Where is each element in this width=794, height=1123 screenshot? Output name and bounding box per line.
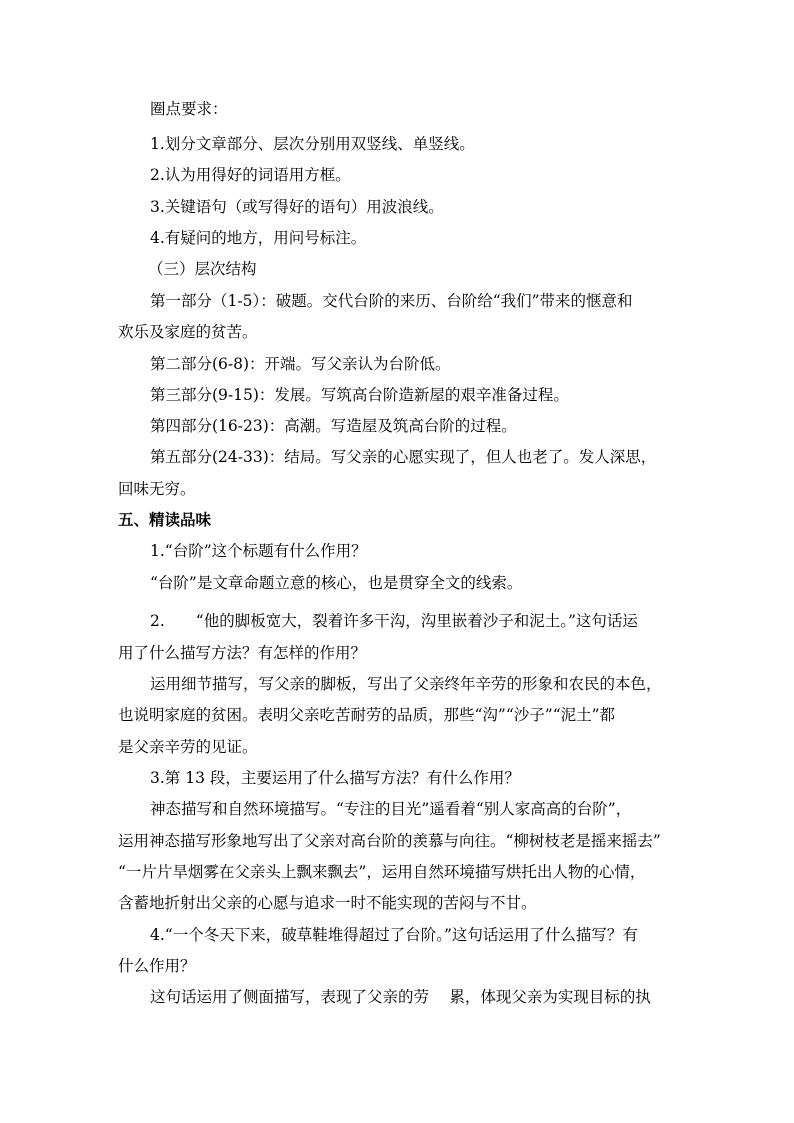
question: 3.第 13 段，主要运用了什么描写方法？有什么作用？ (150, 769, 520, 787)
answer: 这句话运用了侧面描写，表现了父亲的劳 累，体现父亲为实现目标的执 (150, 988, 651, 1006)
text-line: 回味无穷。 (118, 480, 196, 498)
answer: 也说明家庭的贫困。表明父亲吃苦耐劳的品质，那些“沟”“沙子”“泥土”都 (118, 706, 616, 724)
text-line: 第三部分(9-15)：发展。写筑高台阶造新屋的艰辛准备过程。 (150, 386, 569, 404)
question: 用了什么描写方法？有怎样的作用？ (118, 644, 367, 662)
text-line: 第二部分(6-8)：开端。写父亲认为台阶低。 (150, 355, 451, 373)
text-line: 第四部分(16-23)：高潮。写造屋及筑高台阶的过程。 (150, 417, 517, 435)
question: 1.“台阶”这个标题有什么作用？ (150, 542, 367, 560)
text-line: 第五部分(24-33)：结局。写父亲的心愿实现了，但人也老了。发人深思， (150, 448, 657, 466)
question: 什么作用？ (118, 957, 196, 975)
text-line: 欢乐及家庭的贫苦。 (118, 323, 258, 341)
section-heading: 五、精读品味 (118, 511, 212, 529)
list-item: 3.关键语句（或写得好的语句）用波浪线。 (150, 198, 444, 216)
list-item: 4.有疑问的地方，用问号标注。 (150, 229, 367, 247)
answer: 神态描写和自然环境描写。“专注的目光”遥看着“别人家高高的台阶”， (150, 800, 632, 818)
answer: 是父亲辛劳的见证。 (118, 738, 258, 756)
question: 4.“一个冬天下来，破草鞋堆得超过了台阶。”这句话运用了什么描写？有 (150, 926, 638, 944)
list-item: 2.认为用得好的词语用方框。 (150, 166, 351, 184)
answer: “一片片旱烟雾在父亲头上飘来飘去”，运用自然环境描写烘托出人物的心情， (118, 863, 646, 881)
answer: 运用细节描写，写父亲的脚板，写出了父亲终年辛劳的形象和农民的本色， (150, 675, 662, 693)
subsection-heading: （三）层次结构 (148, 260, 257, 278)
answer: “台阶”是文章命题立意的核心，也是贯穿全文的线索。 (150, 574, 523, 592)
answer: 运用神态描写形象地写出了父亲对高台阶的羡慕与向往。“柳树枝老是摇来摇去” (118, 832, 661, 850)
question: 2. “他的脚板宽大，裂着许多干沟，沟里嵌着沙子和泥土。”这句话运 (150, 612, 638, 630)
text-line: 第一部分（1-5）：破题。交代台阶的来历、台阶给“我们”带来的惬意和 (150, 292, 633, 310)
text-line: 圈点要求： (150, 100, 228, 118)
list-item: 1.划分文章部分、层次分别用双竖线、单竖线。 (150, 135, 475, 153)
answer: 含蓄地折射出父亲的心愿与追求一时不能实现的苦闷与不甘。 (118, 894, 537, 912)
